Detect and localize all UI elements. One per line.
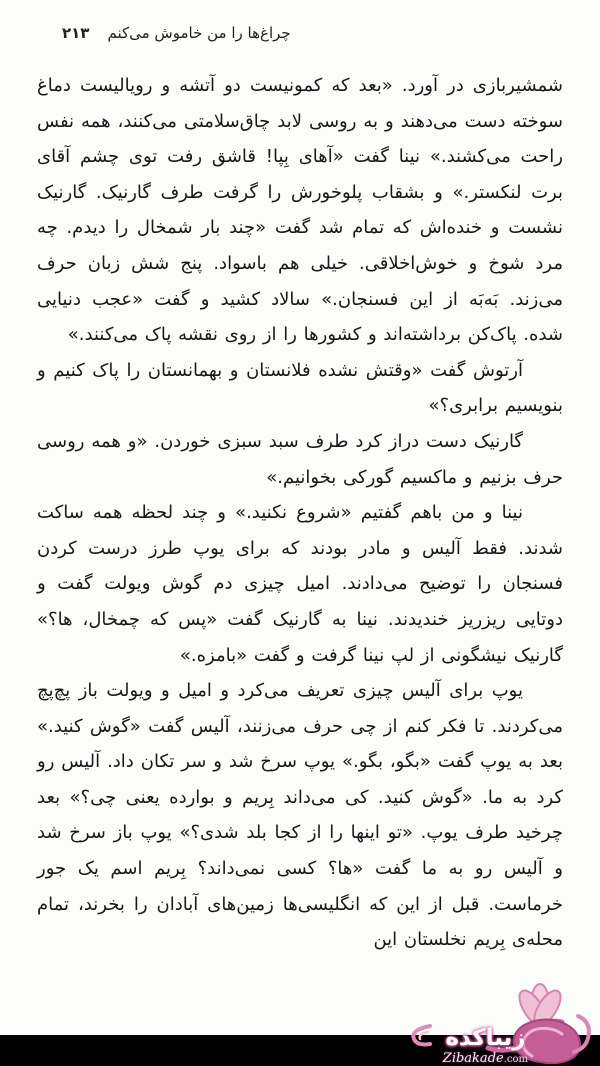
paragraph: گارنیک دست دراز کرد طرف سبد سبزی خوردن. «و همه روسی حرف بزنیم و ماکسیم گورکی بخوانیم.»: [37, 430, 563, 488]
watermark-url: [443, 1052, 528, 1065]
running-title: چراغ‌ها را من خاموش می‌کنم: [107, 24, 291, 42]
running-head: [62, 24, 291, 42]
watermark-logo: [443, 1027, 528, 1065]
paragraph: شمشیربازی در آورد. «بعد که کمونیست دو آتشه و رویالیست دماغ سوخته دست می‌دهند و به روسی لابد چاق‌سلامتی می‌کنند، همه نفس راحت می‌کشند.» نینا گفت «آهای بِپا! قاشق رفت توی چشم آقای برت لنکستر.» و بشقاب پلوخورش را گرفت طرف گارنیک. گارنیک نشست و خنده‌اش که تمام شد گفت «چند بار شمخال را دیدم. چه مرد شوخ و خوش‌اخلاقی. خیلی هم باسواد. پنج شش زبان حرف می‌زند. بَه‌بَه از این فسنجان.» سالاد کشید و گفت «عجب دنیایی شده. پاک‌کن برداشته‌اند و کشورها را از روی نقشه پاک می‌کنند.»: [37, 75, 563, 346]
paragraph: آرتوش گفت «وقتش نشده فلانستان و بهمانستان را پاک کنیم و بنویسیم برابری؟»: [37, 359, 563, 417]
watermark-url-tld: .com: [503, 1054, 528, 1065]
page-number: ۲۱۳: [62, 24, 90, 42]
paragraph: یوپ برای آلیس چیزی تعریف می‌کرد و امیل و ویولت باز پچ‌پچ می‌کردند. تا فکر کنم از چی حرف می‌زنند، آلیس گفت «گوش کنید.» بعد به یوپ گفت «بگو، بگو.» یوپ سرخ شد و سر تکان داد. آلیس رو کرد به ما. «گوش کنید. کی می‌داند بِریم و بوارده یعنی چی؟» بعد چرخید طرف یوپ. «تو اینها را از کجا بلد شدی؟» یوپ باز سرخ شد و آلیس رو به ما گفت «ها؟ کسی نمی‌داند؟ بِریم اسم یک جور خرماست. قبل از این که انگلیسی‌ها زمین‌های آبادان را بخرند، تمام محله‌ی بِریم نخلستان این: [37, 680, 563, 951]
paragraph: نینا و من باهم گفتیم «شروع نکنید.» و چند لحظه همه ساکت شدند. فقط آلیس و مادر بودند که برای یوپ طرز درست کردن فسنجان را توضیح می‌دادند. امیل چیزی دم گوش ویولت گفت و دوتایی ریزریز خندیدند. نینا به گارنیک گفت «پس که چمخال، ها؟» گارنیک نیشگونی از لپ نینا گرفت و گفت «بامزه.»: [37, 502, 563, 666]
watermark-site-name: زیباکده: [445, 1025, 526, 1051]
swirl-ornament-icon: [406, 1024, 432, 1054]
watermark-url-name: Zibakade: [442, 1051, 504, 1066]
page-text: [37, 68, 563, 958]
